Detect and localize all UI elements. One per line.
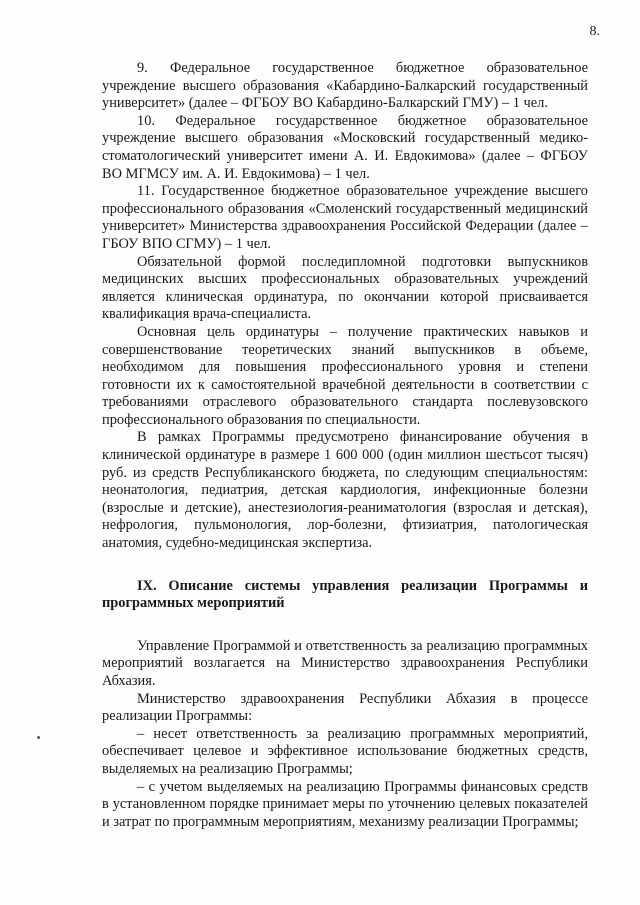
paragraph-item-10: 10. Федеральное государственное бюджетное образовательное учреждение высшего образования «Московский государственный медико-стоматологический университет имени А. И. Евдокимова» (далее – ФГБОУ ВО МГМСУ им. А. И. Евдокимова) – 1 чел. xyxy=(102,112,588,182)
paragraph-item-11: 11. Государственное бюджетное образовательное учреждение высшего профессионального образования «Смоленский государственный медицинский университет» Министерства здравоохранения Российской Федерации (далее – ГБОУ ВПО СГМУ) – 1 чел. xyxy=(102,183,588,252)
document-body xyxy=(102,60,588,831)
paragraph-ministry-role: Министерство здравоохранения Республики Абхазия в процессе реализации Программы: xyxy=(102,690,588,725)
paragraph-residency-form: Обязательной формой последипломной подготовки выпускников медицинских высших профессиональных образовательных учреждений является клиническая ординатура, по окончании которой присваивается квалификация врача-специалиста. xyxy=(102,253,588,323)
list-item-responsibility: – несет ответственность за реализацию программных мероприятий, обеспечивает целевое и эффективное использование бюджетных средств, выделяемых на реализацию Программы; xyxy=(102,725,588,777)
scan-artifact-dot xyxy=(37,736,40,739)
section-heading: IX. Описание системы управления реализации Программы и программных мероприятий xyxy=(102,577,588,612)
paragraph-funding: В рамках Программы предусмотрено финансирование обучения в клинической ординатуре в размере 1 600 000 (один миллион шестьсот тысяч) руб. из средств Республиканского бюджета, по следующим специальностям: неонатология, педиатрия, детская кардиология, инфекционные болезни (взрослые и детские), анестезиология-реаниматология (взрослая и детская), нефрология, пульмонология, лор-болезни, фтизиатрия, патологическая анатомия, судебно-медицинская экспертиза. xyxy=(102,429,588,552)
page-number: 8. xyxy=(589,24,600,39)
paragraph-management: Управление Программой и ответственность за реализацию программных мероприятий возлагается на Министерство здравоохранения Республики Абхазия. xyxy=(102,637,588,689)
paragraph-item-9: 9. Федеральное государственное бюджетное образовательное учреждение высшего образования «Кабардино-Балкарский государственный университет» (далее – ФГБОУ ВО Кабардино-Балкарский ГМУ) – 1 чел. xyxy=(102,60,588,112)
list-item-financing-measures: – с учетом выделяемых на реализацию Программы финансовых средств в установленном порядке принимает меры по уточнению целевых показателей и затрат по программным мероприятиям, механизму реализации Программы; xyxy=(102,778,588,830)
paragraph-residency-goal: Основная цель ординатуры – получение практических навыков и совершенствование теоретических знаний выпускников в объеме, необходимом для повышения профессионального уровня и степени готовности их к самостоятельной врачебной деятельности в соответствии с требованиями отраслевого образовательного стандарта послевузовского профессионального образования по специальности. xyxy=(102,323,588,428)
